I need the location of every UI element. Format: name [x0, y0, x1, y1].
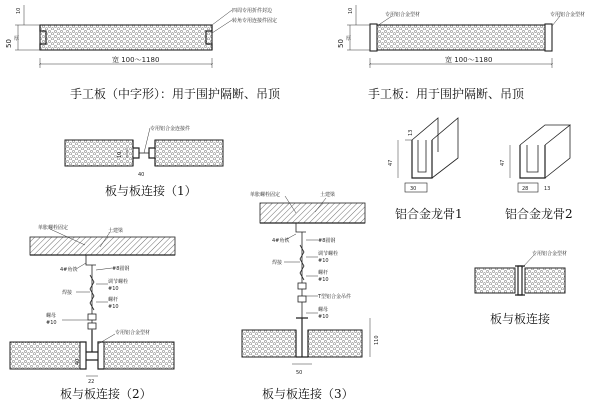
panel-top-right [337, 5, 585, 101]
caption-joint-3: 板与板连接（3） [262, 387, 354, 401]
note-adjust: 调节螺栓 [108, 279, 129, 285]
note-weld: 焊接 [62, 290, 73, 296]
note-angle: 4#角铁 [272, 238, 290, 244]
dim-width: 宽 100～1180 [445, 56, 493, 64]
dim-thickness-unit: 厚 [346, 36, 352, 42]
joint-2-detail [10, 224, 175, 401]
dim-b: 40 [138, 172, 145, 178]
dim-gap: 10 [16, 7, 22, 14]
concrete-beam [30, 237, 175, 255]
note-bolt: 单胀螺栓固定 [250, 192, 281, 198]
note-screw: 螺杆 [108, 297, 119, 303]
dim-50: 50 [296, 370, 303, 376]
dim-110: 110 [374, 335, 380, 345]
note-rod: #8圆钢 [318, 238, 336, 244]
caption-joint-1: 板与板连接（1） [105, 184, 197, 198]
note-adjust-size: #10 [108, 286, 119, 292]
note-rod: #8圆钢 [112, 266, 130, 272]
note-screw-size: #10 [108, 304, 119, 310]
dim-w1: 28 [522, 186, 529, 192]
note-connector: 专用铝合金连接件 [150, 126, 191, 132]
dim-top: 13 [408, 129, 414, 136]
note-corner-connector: 转角专用连接件固定 [232, 18, 278, 24]
note-adjust-size: #10 [318, 258, 329, 264]
joint-4-detail [475, 250, 567, 326]
note-weld: 焊接 [272, 260, 283, 266]
dim-gap: 10 [348, 7, 354, 14]
note-adjust: 调节螺栓 [318, 251, 339, 257]
joint-1-detail [65, 125, 223, 198]
note-bolt: 单胀螺栓固定 [38, 225, 69, 231]
sandwich-panel [40, 25, 212, 50]
dim-w: 30 [410, 186, 417, 192]
caption-joint-4: 板与板连接 [490, 312, 551, 326]
note-screw: 螺杆 [318, 270, 329, 276]
dim-h: 47 [500, 159, 506, 166]
note-nut: 螺母 [46, 313, 57, 319]
concrete-beam [260, 203, 365, 223]
dim-thickness: 50 [5, 39, 13, 48]
note-profile-right: 专用铝合金型材 [550, 12, 586, 18]
dim-thickness: 50 [337, 39, 345, 48]
caption-top-left: 手工板（中字形）：用于围护隔断、吊顶 [70, 87, 281, 101]
caption-keel-1: 铝合金龙骨1 [395, 207, 463, 221]
keel-1-detail [388, 118, 463, 221]
sandwich-panel [373, 25, 549, 50]
dim-h: 47 [388, 159, 394, 166]
panel-top-left [5, 5, 281, 101]
profile-right [545, 24, 552, 51]
caption-keel-2: 铝合金龙骨2 [505, 207, 573, 221]
dim-40: 40 [75, 358, 81, 365]
note-nut: 螺母 [318, 307, 329, 313]
note-profile-left: 专用铝合金型材 [385, 12, 421, 18]
note-profile: 专用铝合金型材 [115, 330, 151, 336]
dim-w2: 13 [544, 186, 551, 192]
note-angle: 4#角铁 [60, 267, 78, 273]
note-edge-seal: 四周专用折件封边 [232, 8, 273, 14]
dim-width: 宽 100～1180 [112, 56, 160, 64]
note-slab: 土建梁 [320, 192, 336, 198]
note-slab: 土建梁 [108, 228, 124, 234]
dim-thickness-unit: 厚 [14, 36, 20, 42]
profile-left [370, 24, 377, 51]
note-hanger: T型铝合金吊件 [318, 294, 352, 300]
keel-2-detail [500, 125, 573, 221]
caption-joint-2: 板与板连接（2） [60, 387, 152, 401]
note-nut-size: #10 [318, 314, 329, 320]
note-screw-size: #10 [318, 277, 329, 283]
note-profile: 专用铝合金型材 [532, 251, 568, 257]
joint-3-detail [242, 191, 380, 401]
dim-w: 22 [88, 379, 95, 385]
note-nut-size: #10 [46, 320, 57, 326]
caption-top-right: 手工板：用于围护隔断、吊顶 [368, 87, 525, 101]
dim-a: 10 [117, 151, 123, 158]
